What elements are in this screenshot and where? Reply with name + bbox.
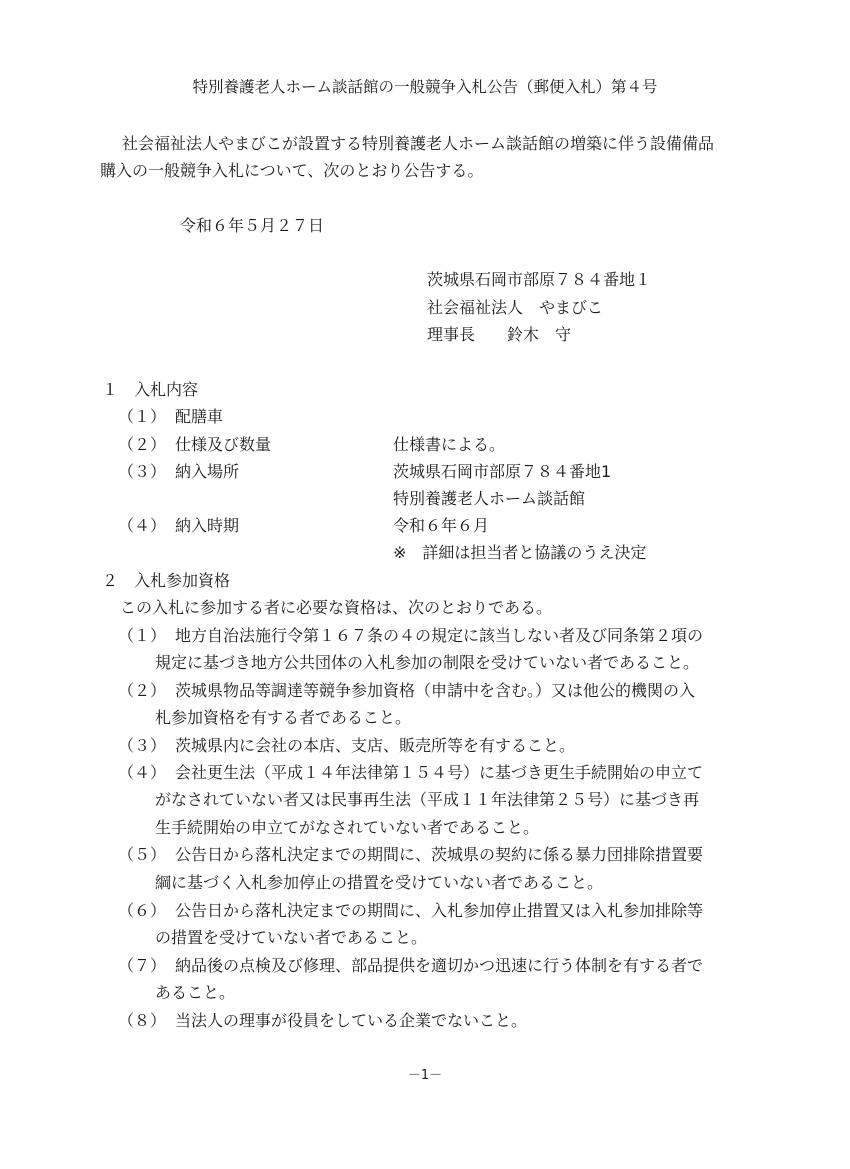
s1-item-3-value-2: 特別養護老人ホーム談話館 [393, 489, 586, 508]
s2-item-5-line-1: 公告日から落札決定までの期間に、茨城県の契約に係る暴力団排除措置要 [175, 845, 704, 864]
issuer-representative: 理事長 鈴木 守 [427, 325, 572, 344]
s1-item-3-value: 茨城県石岡市部原７８４番地1 [393, 462, 612, 481]
s2-item-7-num: （７） [118, 956, 167, 975]
s1-item-4-value: 令和６年６月 [393, 516, 490, 535]
s1-item-2-label: 仕様及び数量 [175, 435, 272, 454]
s1-item-4-label: 納入時期 [175, 516, 240, 535]
notice-date: 令和６年５月２７日 [180, 216, 325, 235]
s2-item-1-line-2: 規定に基づき地方公共団体の入札参加の制限を受けていない者であること。 [155, 653, 700, 672]
s2-item-2-line-1: 茨城県物品等調達等競争参加資格（申請中を含む。）又は他公的機関の入 [175, 681, 696, 700]
s2-item-6-num: （６） [118, 901, 167, 920]
s1-item-3-label: 納入場所 [175, 462, 240, 481]
s2-item-2-num: （２） [118, 681, 167, 700]
s1-item-1-label: 配膳車 [175, 407, 224, 426]
s2-item-7-line-2: あること。 [155, 983, 236, 1002]
section-1-heading: １ 入札内容 [102, 380, 199, 399]
section-2-heading: ２ 入札参加資格 [102, 571, 231, 590]
s2-item-4-line-1: 会社更生法（平成１４年法律第１５４号）に基づき更生手続開始の申立て [175, 763, 704, 782]
s1-item-1-num: （１） [118, 407, 167, 426]
s2-item-4-line-3: 生手続開始の申立てがなされていない者であること。 [155, 818, 540, 837]
s2-item-6-line-1: 公告日から落札決定までの期間に、入札参加停止措置又は入札参加排除等 [175, 901, 704, 920]
issuer-org: 社会福祉法人 やまびこ [427, 298, 604, 317]
s2-item-4-line-2: がなされていない者又は民事再生法（平成１１年法律第２５号）に基づき再 [155, 790, 700, 809]
section-2-lead: この入札に参加する者に必要な資格は、次のとおりである。 [120, 598, 553, 617]
s1-item-2-value: 仕様書による。 [393, 435, 506, 454]
s2-item-5-num: （５） [118, 845, 167, 864]
s2-item-2-line-2: 札参加資格を有する者であること。 [155, 708, 412, 727]
s2-item-8-num: （８） [118, 1011, 167, 1030]
s2-item-1-num: （１） [118, 626, 167, 645]
s1-item-3-num: （３） [118, 462, 167, 481]
s2-item-1-line-1: 地方自治法施行令第１６７条の４の規定に該当しない者及び同条第２項の [175, 626, 704, 645]
s2-item-4-num: （４） [118, 763, 167, 782]
notice-title: 特別養護老人ホーム談話館の一般競争入札公告（郵便入札）第４号 [192, 78, 658, 96]
intro-line-1: 社会福祉法人やまびこが設置する特別養護老人ホーム談話館の増築に伴う設備備品 [122, 134, 715, 153]
s2-item-8-line-1: 当法人の理事が役員をしている企業でないこと。 [175, 1011, 528, 1030]
s1-item-4-num: （４） [118, 516, 167, 535]
s2-item-3-num: （３） [118, 736, 167, 755]
issuer-address: 茨城県石岡市部原７８４番地１ [427, 270, 652, 289]
page-number: －1－ [407, 1068, 443, 1083]
s2-item-7-line-1: 納品後の点検及び修理、部品提供を適切かつ迅速に行う体制を有する者で [175, 956, 704, 975]
s2-item-3-line-1: 茨城県内に会社の本店、支店、販売所等を有すること。 [175, 736, 576, 755]
s2-item-6-line-2: の措置を受けていない者であること。 [155, 928, 428, 947]
s1-item-4-value-2: ※ 詳細は担当者と協議のうえ決定 [393, 543, 647, 562]
intro-line-2: 購入の一般競争入札について、次のとおり公告する。 [100, 161, 484, 180]
s2-item-5-line-2: 綱に基づく入札参加停止の措置を受けていない者であること。 [155, 873, 604, 892]
s1-item-2-num: （２） [118, 435, 167, 454]
